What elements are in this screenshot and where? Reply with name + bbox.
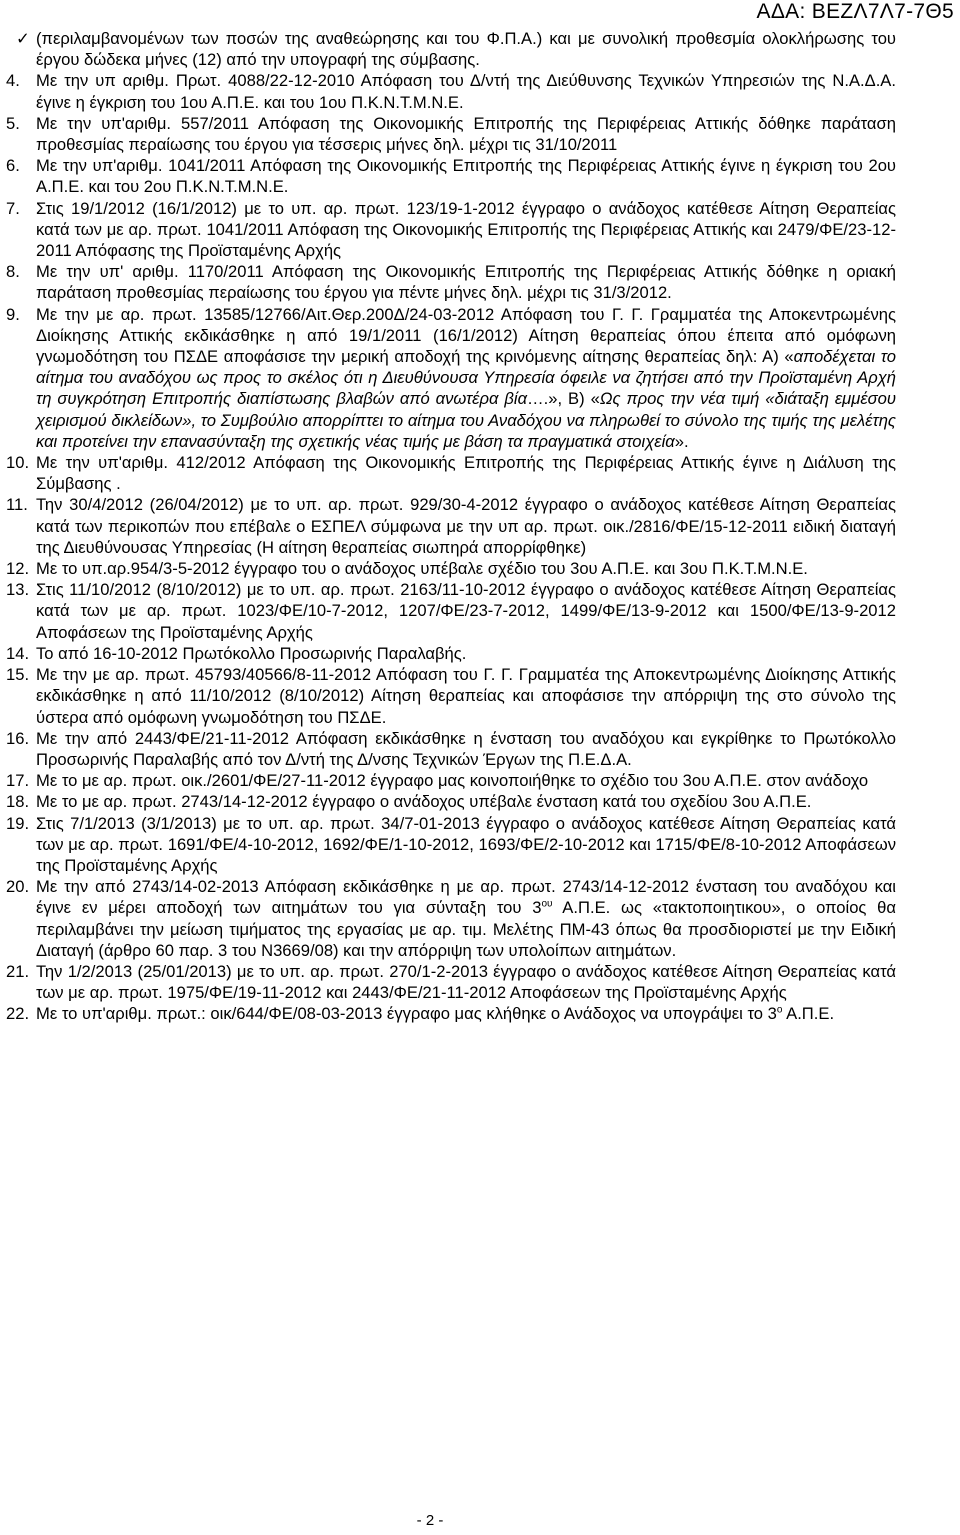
item-number: 18.: [6, 792, 30, 812]
item-text: Την 1/2/2013 (25/01/2013) με το υπ. αρ. πρωτ. 270/1-2-2013 έγγραφο ο ανάδοχος κατέθεσε Αίτηση Θεραπείας κατά των με αρ. πρωτ. 1975/ΦΕ/19-11-2012 και 2443/ΦΕ/21-11-2012 Αποφάσεων της Προϊσταμένης Αρχής: [36, 961, 896, 1003]
item-text: Την 30/4/2012 (26/04/2012) με το υπ. αρ. πρωτ. 929/30-4-2012 έγγραφο ο ανάδοχος κατέθεσε Αίτηση Θεραπείας κατά των περικοπών που επέβαλε ο ΕΣΠΕΛ σύμφωνα με την υπ αρ. πρωτ. οικ./2816/ΦΕ/15-12-2011 ειδική διαταγή της Διευθύνουσας Υπηρεσίας (Η αίτηση θεραπείας σιωπηρά απορρίφθηκε): [36, 495, 896, 557]
item-text: Με την υπ' αριθμ. 1170/2011 Απόφαση της Οικονομικής Επιτροπής της Περιφέρειας Αττικής δόθηκε η οριακή παράταση προθεσμίας περαίωσης του έργου για πέντε μήνες δηλ. μέχρι τις 31/3/2012.: [36, 262, 896, 303]
item-text: Το από 16-10-2012 Πρωτόκολλο Προσωρινής Παραλαβής.: [36, 643, 467, 663]
item-number: 14.: [6, 643, 30, 663]
item-number: 15.: [6, 665, 30, 685]
item-number: 7.: [6, 198, 20, 218]
list-item: [6, 791, 896, 812]
item-number: 9.: [6, 304, 20, 324]
item-number: 13.: [6, 580, 30, 600]
list-item: [6, 261, 896, 303]
item-number: 21.: [6, 961, 30, 981]
checkmark-icon: ✓: [16, 29, 30, 48]
superscript: ο: [776, 1004, 783, 1016]
item-text: Με το με αρ. πρωτ. 2743/14-12-2012 έγγραφο ο ανάδοχος υπέβαλε ένσταση κατά του σχεδίου 3ου Α.Π.Ε.: [36, 792, 812, 812]
item-text: Με την υπ αριθμ. Πρωτ. 4088/22-12-2010 Απόφαση του Δ/ντή της Διεύθυνσης Τεχνικών Υπηρεσιών της Ν.Α.Δ.Α. έγινε η έγκριση του 1ου Α.Π.Ε. και του 1ου Π.Κ.Ν.Τ.Μ.Ν.Ε.: [36, 71, 896, 112]
item-text: Με το υπ'αριθμ. πρωτ.: οικ/644/ΦΕ/08-03-2013 έγγραφο μας κλήθηκε ο Ανάδοχος να υπογράψει το 3: [36, 1004, 777, 1024]
item-number: 16.: [6, 728, 30, 748]
item-number: 10.: [6, 453, 30, 473]
item-quote-italic: αποδέχεται το αίτημα του αναδόχου ως προς το σκέλος ότι η Διευθύνουσα Υπηρεσία όφειλε να ζητήσει από την Προϊσταμένη Αρχή τη συγκρότηση Επιτροπής διαπίστωσης βλαβών από ανωτέρα βία: [36, 347, 896, 409]
item-text: Α.Π.Ε. ως «τακτοποιητικου», ο οποίος θα περιλαμβάνει την μείωση τιμήματος της εργασίας με αρ. τιμ. Μελέτης ΠΜ-43 όπως θα προσδιοριστεί με την Ειδική Διαταγή (άρθρο 60 παρ. 3 του Ν3669/08) και την απόρριψη των υπολοίπων αιτημάτων.: [36, 898, 896, 960]
item-text: Με την με αρ. πρωτ. 45793/40566/8-11-2012 Απόφαση του Γ. Γ. Γραμματέα της Αποκεντρωμένης Διοίκησης Αττικής εκδικάσθηκε η από 11/10/2012 (8/10/2012) Αίτηση θεραπείας και αποφάσισε την απόρριψη της στο σύνολο της ύστερα από ομόφωνη γνωμοδότηση του ΠΣΔΕ.: [36, 665, 896, 727]
list-item: [6, 813, 896, 877]
item-text: Στις 19/1/2012 (16/1/2012) με το υπ. αρ. πρωτ. 123/19-1-2012 έγγραφο ο ανάδοχος κατέθεσε Αίτηση Θεραπείας κατά των με αρ. πρωτ. 1041/2011 Απόφαση της Οικονομικής Επιτροπής της Περιφέρειας Αττικής και 2479/ΦΕ/23-12-2011 Απόφασης της Προϊσταμένης Αρχής: [36, 198, 896, 261]
list-item: [6, 579, 896, 643]
list-item: [6, 728, 896, 770]
list-item: [6, 1003, 896, 1024]
item-text: Στις 7/1/2013 (3/1/2013) με το υπ. αρ. πρωτ. 34/7-01-2013 έγγραφο ο ανάδοχος κατέθεσε Αίτηση Θεραπείας κατά των με αρ. πρωτ. 1691/ΦΕ/4-10-2012, 1692/ΦΕ/1-10-2012, 1693/ΦΕ/2-10-2012 και 1715/ΦΕ/8-10-2012 Αποφάσεων της Προϊσταμένης Αρχής: [36, 813, 896, 875]
intro-text: (περιλαμβανομένων των ποσών της αναθεώρησης και του Φ.Π.Α.) και με συνολική προθεσμία ολοκλήρωσης του έργου δώδεκα μήνες (12) από την υπογραφή της σύμβασης.: [36, 29, 896, 70]
item-number: 5.: [6, 113, 20, 133]
page-number: - 2 -: [416, 1512, 444, 1529]
item-number: 19.: [6, 813, 30, 833]
list-item: [6, 155, 896, 197]
superscript: ου: [541, 898, 553, 910]
ada-code: ΑΔΑ: ΒΕΖΛ7Λ7-7Θ5: [756, 0, 954, 23]
item-number: 8.: [6, 262, 20, 282]
item-quote-italic: Ως προς την νέα τιμή «διάταξη εμμέσου χειρισμού δικλείδων», το Συμβούλιο απορρίπτει το αίτημα του Αναδόχου να πληρωθεί το σύνολο της τιμής της μελέτης και προτείνει την επανασύνταξη της σχετικής νέας τιμής με βάση τα πραγματικά στοιχεία: [36, 389, 896, 451]
document-body: [6, 28, 896, 1025]
item-number: 4.: [6, 71, 20, 91]
list-item: [6, 198, 896, 262]
item-text: Με την από 2743/14-02-2013 Απόφαση εκδικάσθηκε η με αρ. πρωτ. 2743/14-12-2012 ένσταση του αναδόχου και έγινε εν μέρει αποδοχή των αιτημάτων του για σύνταξη του 3: [36, 877, 896, 918]
item-number: 17.: [6, 771, 30, 791]
item-text: Στις 11/10/2012 (8/10/2012) με το υπ. αρ. πρωτ. 2163/11-10-2012 έγγραφο ο ανάδοχος κατέθεσε Αίτηση Θεραπείας κατά των με αρ. πρωτ. 1023/ΦΕ/10-7-2012, 1207/ΦΕ/23-7-2012, 1499/ΦΕ/13-9-2012 και 1500/ΦΕ/13-9-2012 Αποφάσεων της Προϊσταμένης Αρχής: [36, 580, 896, 642]
list-item: [6, 876, 896, 961]
item-number: 22.: [6, 1004, 30, 1024]
list-item: [6, 643, 896, 664]
list-item: [6, 664, 896, 728]
item-number: 20.: [6, 877, 30, 897]
item-number: 6.: [6, 156, 20, 176]
item-text: Με το υπ.αρ.954/3-5-2012 έγγραφο του ο ανάδοχος υπέβαλε σχέδιο του 3ου Α.Π.Ε. και 3ου Π.Κ.Τ.Μ.Ν.Ε.: [36, 559, 808, 579]
list-item: [6, 494, 896, 558]
list-item: [6, 558, 896, 579]
item-text: Με την υπ'αριθμ. 557/2011 Απόφαση της Οικονομικής Επιτροπής της Περιφέρειας Αττικής δόθηκε παράταση προθεσμίας περαίωσης του έργου για τέσσερις μήνες δηλ. μέχρι τις 31/10/2011: [36, 113, 896, 155]
list-item: [6, 304, 896, 452]
item-number: 11.: [6, 495, 28, 515]
list-item: [6, 961, 896, 1003]
item-text: Με την με αρ. πρωτ. 13585/12766/Αιτ.Θερ.200Δ/24-03-2012 Απόφαση του Γ. Γ. Γραμματέα της Αποκεντρωμένης Διοίκησης Αττικής εκδικάσθηκε η από 19/1/2011 (16/1/2012) Αίτηση θεραπείας όπου έπειτα από ομόφωνη γνωμοδότηση του ΠΣΔΕ αποφάσισε την μερική αποδοχή της κρινόμενης αίτησης θεραπείας δηλ: Α) «: [36, 304, 896, 367]
item-text: ».: [674, 431, 689, 451]
item-text: Με το με αρ. πρωτ. οικ./2601/ΦΕ/27-11-2012 έγγραφο μας κοινοποιήθηκε το σχέδιο του 3ου Α.Π.Ε. στον ανάδοχο: [36, 771, 869, 791]
item-text: ….», Β) «: [527, 389, 600, 409]
intro-paragraph: [6, 28, 896, 70]
item-text: Με την υπ'αριθμ. 412/2012 Απόφαση της Οικονομικής Επιτροπής της Περιφέρειας Αττικής έγινε η Διάλυση της Σύμβασης .: [36, 453, 896, 494]
item-text: Α.Π.Ε.: [782, 1004, 835, 1024]
list-item: [6, 113, 896, 155]
list-item: [6, 452, 896, 494]
list-item: [6, 70, 896, 112]
list-item: [6, 770, 896, 791]
item-text: Με την από 2443/ΦΕ/21-11-2012 Απόφαση εκδικάσθηκε η ένσταση του αναδόχου και εγκρίθηκε το Πρωτόκολλο Προσωρινής Παραλαβής από τον Δ/ντή της Δ/νσης Τεχνικών Έργων της Π.Ε.Δ.Α.: [36, 728, 896, 769]
item-number: 12.: [6, 559, 30, 579]
item-text: Με την υπ'αριθμ. 1041/2011 Απόφαση της Οικονομικής Επιτροπής της Περιφέρειας Αττικής έγινε η έγκριση του 2ου Α.Π.Ε. και του 2ου Π.Κ.Ν.Τ.Μ.Ν.Ε.: [36, 156, 896, 197]
